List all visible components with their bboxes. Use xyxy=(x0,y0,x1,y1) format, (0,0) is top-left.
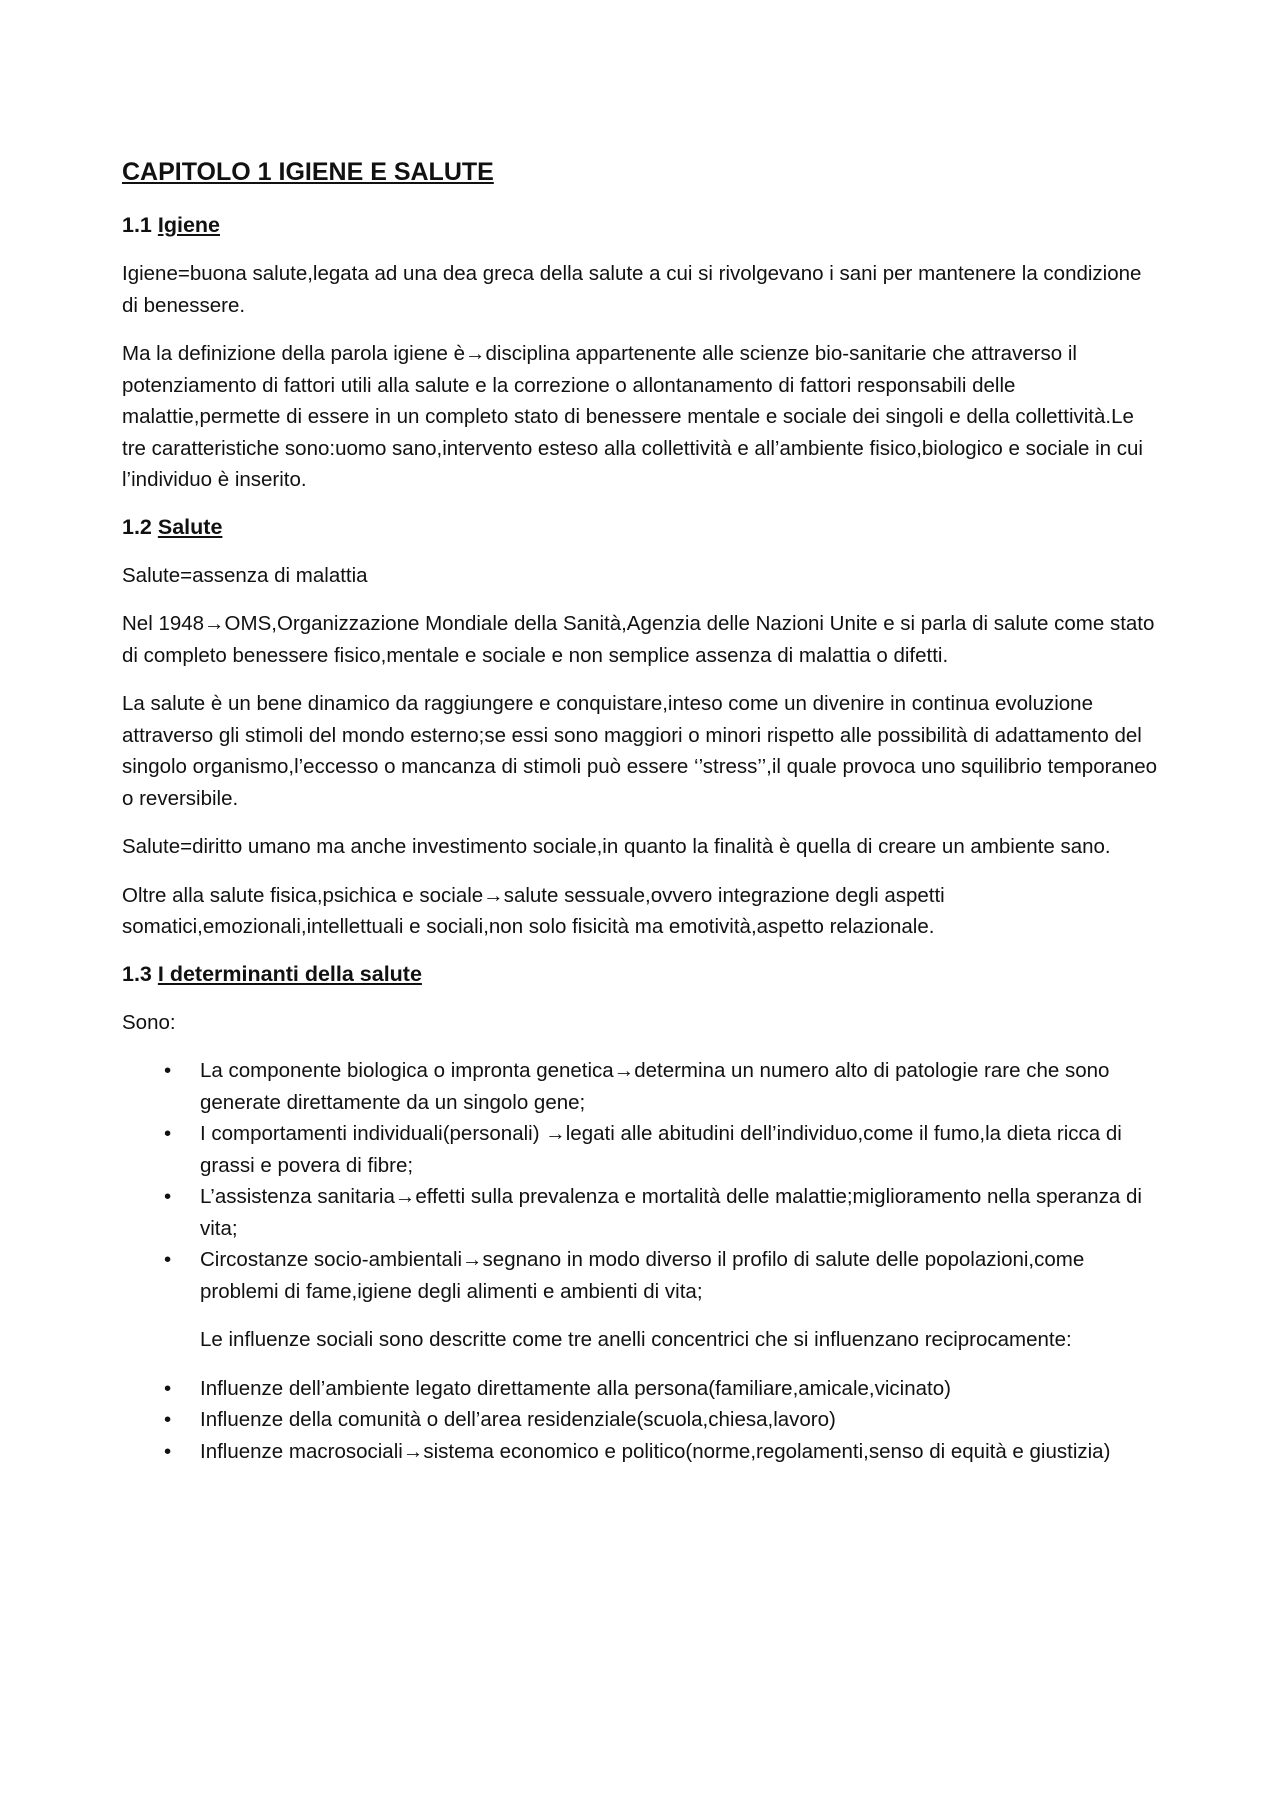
list-item xyxy=(122,1436,1160,1468)
paragraph: Salute=assenza di malattia xyxy=(122,563,368,587)
list-item-text: I comportamenti individuali(personali) →legati alle abitudini dell’individuo,come il fumo,la dieta ricca di grassi e povera di fibre; xyxy=(200,1122,1122,1177)
paragraph: Ma la definizione della parola igiene è→disciplina appartenente alle scienze bio-sanitarie che attraverso il potenziamento di fattori utili alla salute e la correzione o allontanamento di fattori responsabili delle malattie,permette di essere in un completo stato di benessere mentale e sociale dei singoli e della collettività.Le tre caratteristiche sono:uomo sano,intervento esteso alla collettività e all’ambiente fisico,biologico e sociale in cui l’individuo è inserito. xyxy=(122,342,1143,491)
paragraph-influences: Le influenze sociali sono descritte come tre anelli concentrici che si influenzano reciprocamente: xyxy=(200,1328,1072,1351)
list-item-text: La componente biologica o impronta genetica→determina un numero alto di patologie rare che sono generate direttamente da un singolo gene; xyxy=(200,1059,1110,1114)
list-item-text: Influenze della comunità o dell’area residenziale(scuola,chiesa,lavoro) xyxy=(200,1408,836,1431)
bullet-icon: • xyxy=(164,1122,172,1145)
list-item xyxy=(122,1373,1160,1405)
section-number: 1.1 xyxy=(122,213,152,237)
chapter-title: CAPITOLO 1 IGIENE E SALUTE xyxy=(122,158,494,186)
list-item xyxy=(122,1055,1160,1118)
bullet-icon: • xyxy=(164,1248,172,1271)
list-item xyxy=(122,1118,1160,1181)
list-item-text: L’assistenza sanitaria→effetti sulla prevalenza e mortalità delle malattie;miglioramento nella speranza di vita; xyxy=(200,1185,1142,1240)
section-heading-determinanti xyxy=(122,960,1160,988)
paragraph: Salute=diritto umano ma anche investimento sociale,in quanto la finalità è quella di creare un ambiente sano. xyxy=(122,835,1111,858)
paragraph: Nel 1948→OMS,Organizzazione Mondiale della Sanità,Agenzia delle Nazioni Unite e si parla di salute come stato di completo benessere fisico,mentale e sociale e non semplice assenza di malattia o difetti. xyxy=(122,612,1155,667)
bullet-icon: • xyxy=(164,1376,172,1400)
section-title: I determinanti della salute xyxy=(157,961,422,986)
section-title: Igiene xyxy=(157,213,221,237)
paragraph: Oltre alla salute fisica,psichica e sociale→salute sessuale,ovvero integrazione degli aspetti somatici,emozionali,intellettuali e sociali,non solo fisicità ma emotività,aspetto relazionale. xyxy=(122,883,945,938)
list-item xyxy=(122,1244,1160,1307)
list-item xyxy=(122,1404,1160,1436)
bullet-icon: • xyxy=(164,1439,172,1463)
influences-list xyxy=(122,1373,1160,1468)
determinants-list xyxy=(122,1055,1160,1307)
list-item-text: Influenze dell’ambiente legato direttamente alla persona(familiare,amicale,vicinato) xyxy=(200,1376,951,1400)
list-item-text: Influenze macrosociali→sistema economico e politico(norme,regolamenti,senso di equità e giustizia) xyxy=(200,1439,1111,1463)
paragraph: La salute è un bene dinamico da raggiungere e conquistare,inteso come un divenire in continua evoluzione attraverso gli stimoli del mondo esterno;se essi sono maggiori o minori rispetto alle possibilità di adattamento del singolo organismo,l’eccesso o mancanza di stimoli può essere ‘’stress’’,il quale provoca uno squilibrio temporaneo o reversibile. xyxy=(122,692,1158,810)
list-item xyxy=(122,1181,1160,1244)
list-item-text: Circostanze socio-ambientali→segnano in modo diverso il profilo di salute delle popolazioni,come problemi di fame,igiene degli alimenti e ambienti di vita; xyxy=(200,1248,1085,1303)
section-heading-igiene xyxy=(122,211,1160,239)
section-number: 1.3 xyxy=(122,961,152,986)
paragraph-intro: Sono: xyxy=(122,1010,176,1034)
bullet-icon: • xyxy=(164,1408,172,1431)
bullet-icon: • xyxy=(164,1185,172,1208)
paragraph: Igiene=buona salute,legata ad una dea greca della salute a cui si rivolgevano i sani per mantenere la condizione di benessere. xyxy=(122,262,1142,317)
bullet-icon: • xyxy=(164,1059,172,1082)
section-title: Salute xyxy=(157,514,223,539)
section-number: 1.2 xyxy=(122,514,152,539)
section-heading-salute xyxy=(122,513,1160,541)
